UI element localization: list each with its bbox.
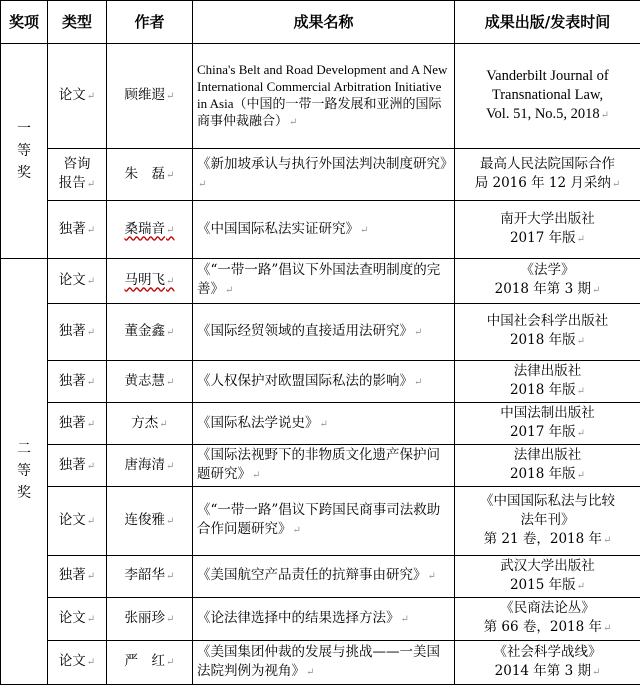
paragraph-mark-icon: ↵ xyxy=(591,285,601,297)
pub-cell: 中国法制出版社 2017 年版↵ xyxy=(455,403,640,445)
author-cell: 黄志慧↵ xyxy=(107,360,193,402)
paragraph-mark-icon: ↵ xyxy=(166,460,175,472)
header-award: 奖项 xyxy=(1,1,48,44)
pub-cell: 《中国国际私法与比较 法年刊》 第 21 卷，2018 年↵ xyxy=(455,487,640,555)
paragraph-mark-icon: ↵ xyxy=(576,386,586,398)
paragraph-mark-icon: ↵ xyxy=(591,666,601,678)
paragraph-mark-icon: ↵ xyxy=(166,657,175,669)
table-row xyxy=(1,403,640,445)
paragraph-mark-icon: ↵ xyxy=(86,657,96,669)
title-cell: 《论法律选择中的结果选择方法》↵ xyxy=(193,597,455,640)
pub-cell: 武汉大学出版社 2015 年版↵ xyxy=(455,555,640,597)
pub-cell: 最高人民法院国际合作 局 2016 年 12 月采纳↵ xyxy=(455,149,640,201)
type-cell: 独著↵ xyxy=(48,303,107,360)
author-cell: 桑瑞音↵ xyxy=(107,201,193,258)
type-cell: 论文↵ xyxy=(48,597,107,640)
paragraph-mark-icon: ↵ xyxy=(86,91,96,103)
author-cell: 马明飞↵ xyxy=(107,258,193,303)
paragraph-mark-icon: ↵ xyxy=(86,460,96,472)
author-cell: 严 红↵ xyxy=(107,640,193,684)
paragraph-mark-icon: ↵ xyxy=(360,224,369,236)
table-row xyxy=(1,360,640,402)
paragraph-mark-icon: ↵ xyxy=(427,571,436,583)
paragraph-mark-icon: ↵ xyxy=(576,470,586,482)
type-cell: 独著↵ xyxy=(48,555,107,597)
paragraph-mark-icon: ↵ xyxy=(252,470,261,482)
pub-cell: 法律出版社 2018 年版↵ xyxy=(455,360,640,402)
title-cell: 《国际经贸领域的直接适用法研究》↵ xyxy=(193,303,455,360)
table-row xyxy=(1,149,640,201)
paragraph-mark-icon: ↵ xyxy=(166,169,175,181)
table-row xyxy=(1,44,640,149)
author-cell: 方杰↵ xyxy=(107,403,193,445)
type-cell: 独著↵ xyxy=(48,403,107,445)
paragraph-mark-icon: ↵ xyxy=(86,515,96,527)
paragraph-mark-icon: ↵ xyxy=(198,179,207,191)
table-row xyxy=(1,487,640,555)
paragraph-mark-icon: ↵ xyxy=(86,179,96,191)
type-cell: 咨询 报告↵ xyxy=(48,149,107,201)
paragraph-mark-icon: ↵ xyxy=(306,666,315,678)
paragraph-mark-icon: ↵ xyxy=(166,326,175,338)
type-cell: 论文↵ xyxy=(48,640,107,684)
pub-cell: 《社会科学战线》 2014 年第 3 期↵ xyxy=(455,640,640,684)
title-cell: 《美国航空产品责任的抗辩事由研究》↵ xyxy=(193,555,455,597)
header-author: 作者 xyxy=(107,1,193,44)
table-row xyxy=(1,303,640,360)
paragraph-mark-icon: ↵ xyxy=(603,623,612,635)
author-cell: 朱 磊↵ xyxy=(107,149,193,201)
pub-cell: 中国社会科学出版社 2018 年版↵ xyxy=(455,303,640,360)
type-cell: 独著↵ xyxy=(48,360,107,402)
paragraph-mark-icon: ↵ xyxy=(603,534,612,546)
author-cell: 李韶华↵ xyxy=(107,555,193,597)
author-cell: 张丽珍↵ xyxy=(107,597,193,640)
paragraph-mark-icon: ↵ xyxy=(166,91,175,103)
author-cell: 唐海清↵ xyxy=(107,445,193,487)
header-type: 类型 xyxy=(48,1,107,44)
table-row xyxy=(1,597,640,640)
paragraph-mark-icon: ↵ xyxy=(166,571,175,583)
type-cell: 论文↵ xyxy=(48,487,107,555)
paragraph-mark-icon: ↵ xyxy=(292,525,301,537)
paragraph-mark-icon: ↵ xyxy=(576,234,586,246)
paragraph-mark-icon: ↵ xyxy=(86,224,96,236)
title-cell: China's Belt and Road Development and A New International Commercial Arbitration Initiative in Asia（中国的一带一路发展和亚洲的国际商事仲裁融合）↵ xyxy=(193,44,455,149)
paragraph-mark-icon: ↵ xyxy=(600,110,610,122)
title-cell: 《中国国际私法实证研究》↵ xyxy=(193,201,455,258)
paragraph-mark-icon: ↵ xyxy=(86,418,96,430)
table-row xyxy=(1,201,640,258)
header-row xyxy=(1,1,640,44)
author-cell: 顾维遐↵ xyxy=(107,44,193,149)
paragraph-mark-icon: ↵ xyxy=(225,285,234,297)
author-cell: 董金鑫↵ xyxy=(107,303,193,360)
type-cell: 独著↵ xyxy=(48,201,107,258)
header-title: 成果名称 xyxy=(193,1,455,44)
paragraph-mark-icon: ↵ xyxy=(86,275,96,287)
paragraph-mark-icon: ↵ xyxy=(86,376,96,388)
title-cell: 《“一带一路”倡议下跨国民商事司法救助合作问题研究》↵ xyxy=(193,487,455,555)
pub-cell: 《法学》 2018 年第 3 期↵ xyxy=(455,258,640,303)
paragraph-mark-icon: ↵ xyxy=(576,336,586,348)
pub-cell: Vanderbilt Journal of Transnational Law, Vol. 51, No.5, 2018↵ xyxy=(455,44,640,149)
title-cell: 《国际私法学说史》↵ xyxy=(193,403,455,445)
paragraph-mark-icon: ↵ xyxy=(166,224,175,236)
author-cell: 连俊雅↵ xyxy=(107,487,193,555)
title-cell: 《人权保护对欧盟国际私法的影响》↵ xyxy=(193,360,455,402)
table-row xyxy=(1,258,640,303)
paragraph-mark-icon: ↵ xyxy=(166,275,175,287)
title-cell: 《美国集团仲裁的发展与挑战——一美国法院判例为视角》↵ xyxy=(193,640,455,684)
paragraph-mark-icon: ↵ xyxy=(86,571,96,583)
title-cell: 《“一带一路”倡议下外国法查明制度的完善》↵ xyxy=(193,258,455,303)
award-first-cell xyxy=(1,44,48,259)
pub-cell: 法律出版社 2018 年版↵ xyxy=(455,445,640,487)
table-row xyxy=(1,555,640,597)
title-cell: 《国际法视野下的非物质文化遗产保护问题研究》↵ xyxy=(193,445,455,487)
paragraph-mark-icon: ↵ xyxy=(166,376,175,388)
paragraph-mark-icon: ↵ xyxy=(576,580,586,592)
type-cell: 论文↵ xyxy=(48,258,107,303)
award-second-label: 二 等 奖 xyxy=(17,441,31,502)
paragraph-mark-icon: ↵ xyxy=(319,418,328,430)
paragraph-mark-icon: ↵ xyxy=(414,376,423,388)
paragraph-mark-icon: ↵ xyxy=(289,117,298,129)
paragraph-mark-icon: ↵ xyxy=(166,515,175,527)
pub-cell: 《民商法论丛》 第 66 卷，2018 年↵ xyxy=(455,597,640,640)
paragraph-mark-icon: ↵ xyxy=(86,326,96,338)
type-cell: 独著↵ xyxy=(48,445,107,487)
award-first-label: 一 等 奖 xyxy=(17,120,31,181)
header-pub: 成果出版/发表时间 xyxy=(455,1,640,44)
type-cell: 论文↵ xyxy=(48,44,107,149)
paragraph-mark-icon: ↵ xyxy=(86,613,96,625)
paragraph-mark-icon: ↵ xyxy=(576,428,586,440)
paragraph-mark-icon: ↵ xyxy=(611,179,621,191)
table-row xyxy=(1,445,640,487)
pub-cell: 南开大学出版社 2017 年版↵ xyxy=(455,201,640,258)
paragraph-mark-icon: ↵ xyxy=(400,613,409,625)
award-second-cell xyxy=(1,258,48,684)
paragraph-mark-icon: ↵ xyxy=(159,418,168,430)
table-row xyxy=(1,640,640,684)
title-cell: 《新加坡承认与执行外国法判决制度研究》↵ xyxy=(193,149,455,201)
paragraph-mark-icon: ↵ xyxy=(414,326,423,338)
paragraph-mark-icon: ↵ xyxy=(166,613,175,625)
